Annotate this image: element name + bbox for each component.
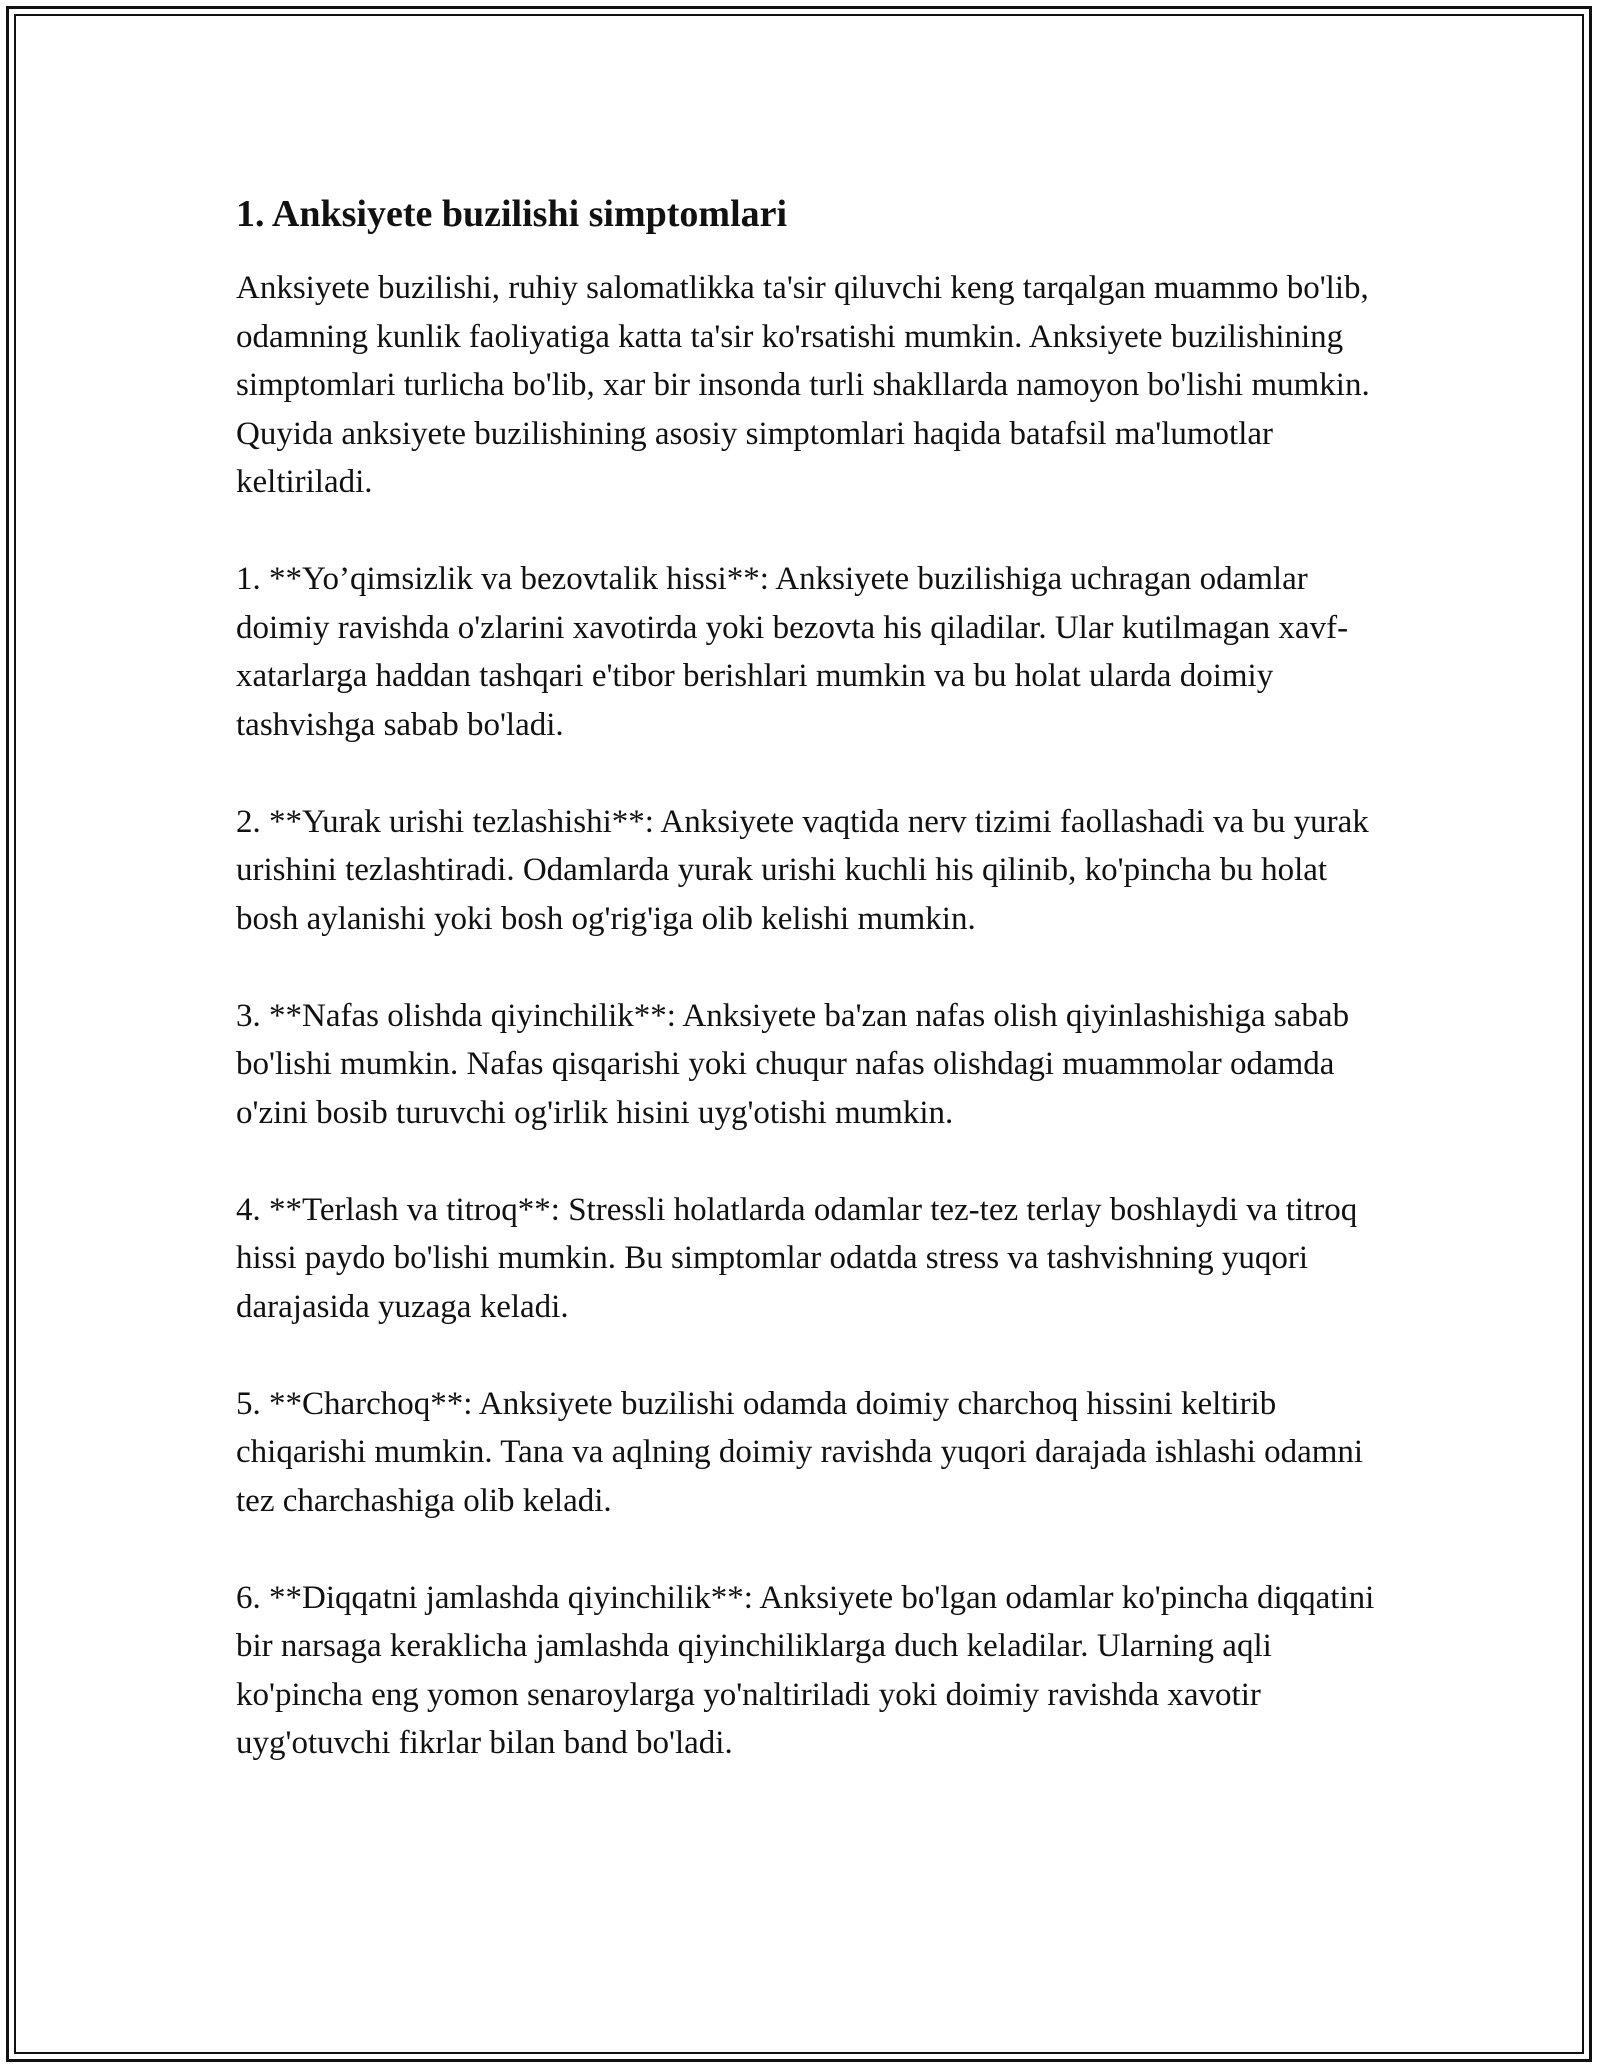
symptom-paragraph-5: 5. **Charchoq**: Anksiyete buzilishi odamda doimiy charchoq hissini keltirib chiqarishi mumkin. Tana va aqlning doimiy ravishda yuqori darajada ishlashi odamni tez charchashiga olib keladi. bbox=[236, 1385, 1364, 1519]
symptom-paragraph-6: 6. **Diqqatni jamlashda qiyinchilik**: Anksiyete bo'lgan odamlar ko'pincha diqqatini bir narsaga keraklicha jamlashda qiyinchiliklarga duch keladilar. Ularning aqli ko'pincha eng yomon senaroylarga yo'naltiriladi yoki doimiy ravishda xavotir uyg'otuvchi fikrlar bilan band bo'ladi. bbox=[236, 1579, 1375, 1761]
symptom-paragraph-4: 4. **Terlash va titroq**: Stressli holatlarda odamlar tez-tez terlay boshlaydi va titroq hissi paydo bo'lishi mumkin. Bu simptomlar odatda stress va tashvishning yuqori darajasida yuzaga keladi. bbox=[236, 1191, 1358, 1325]
symptom-paragraph-2: 2. **Yurak urishi tezlashishi**: Anksiyete vaqtida nerv tizimi faollashadi va bu yurak urishini tezlashtiradi. Odamlarda yurak urishi kuchli his qilinib, ko'pincha bu holat bosh aylanishi yoki bosh og'rig'iga olib kelishi mumkin. bbox=[236, 803, 1369, 937]
intro-paragraph: Anksiyete buzilishi, ruhiy salomatlikka ta'sir qiluvchi keng tarqalgan muammo bo'lib, odamning kunlik faoliyatiga katta ta'sir ko'rsatishi mumkin. Anksiyete buzilishining simptomlari turlicha bo'lib, xar bir insonda turli shakllarda namoyon bo'lishi mumkin. Quyida anksiyete buzilishining asosiy simptomlari haqida batafsil ma'lumotlar keltiriladi. bbox=[236, 270, 1370, 500]
document-body bbox=[236, 190, 1376, 1816]
section-heading: 1. Anksiyete buzilishi simptomlari bbox=[236, 193, 788, 235]
symptom-paragraph-3: 3. **Nafas olishda qiyinchilik**: Anksiyete ba'zan nafas olish qiyinlashishiga sabab bo'lishi mumkin. Nafas qisqarishi yoki chuqur nafas olishdagi muammolar odamda o'zini bosib turuvchi og'irlik hisini uyg'otishi mumkin. bbox=[236, 997, 1350, 1131]
symptom-paragraph-1: 1. **Yo’qimsizlik va bezovtalik hissi**: Anksiyete buzilishiga uchragan odamlar doimiy ravishda o'zlarini xavotirda yoki bezovta his qiladilar. Ular kutilmagan xavf-xatarlarga haddan tashqari e'tibor berishlari mumkin va bu holat ularda doimiy tashvishga sabab bo'ladi. bbox=[236, 561, 1349, 743]
